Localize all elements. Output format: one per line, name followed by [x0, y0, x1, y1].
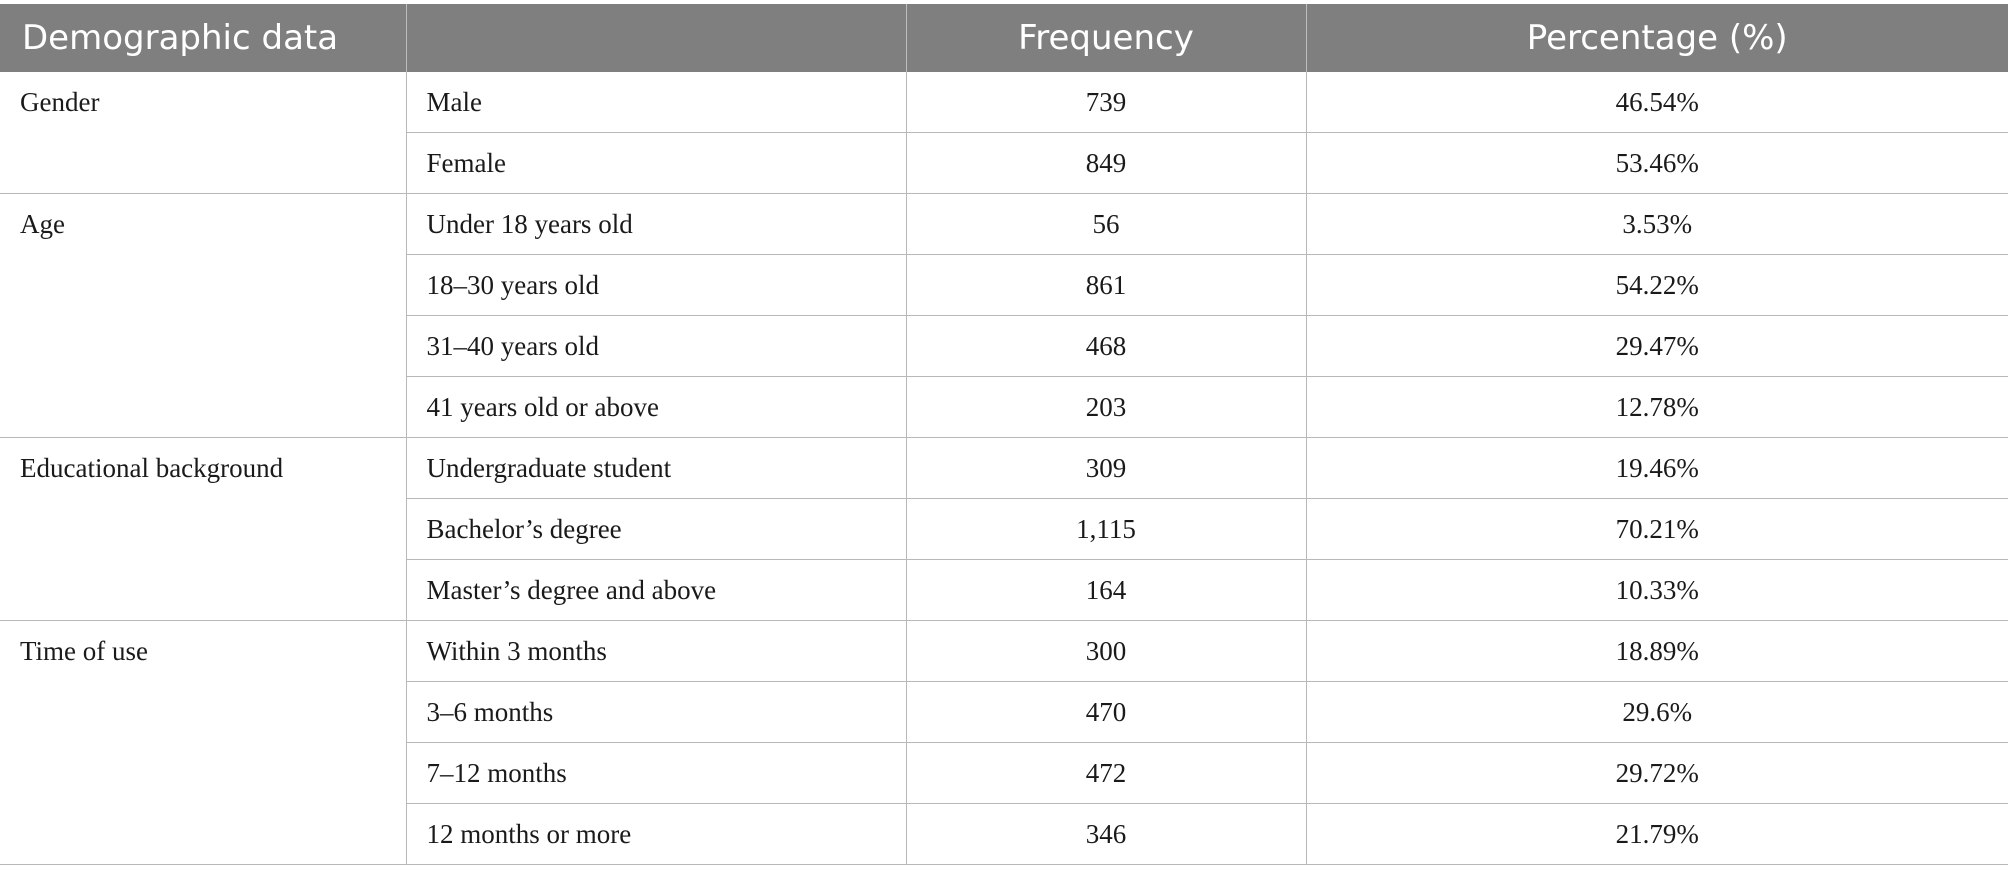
percentage-cell: 19.46%	[1306, 438, 2008, 499]
demographic-table	[0, 4, 2008, 865]
frequency-cell: 346	[906, 804, 1306, 865]
table-row	[0, 72, 2008, 133]
category-cell: 3–6 months	[406, 682, 906, 743]
header-category	[406, 4, 906, 72]
category-cell: Within 3 months	[406, 621, 906, 682]
frequency-cell: 470	[906, 682, 1306, 743]
category-cell: 12 months or more	[406, 804, 906, 865]
group-label: Gender	[0, 72, 406, 194]
frequency-cell: 468	[906, 316, 1306, 377]
table-header	[0, 4, 2008, 72]
category-cell: Master’s degree and above	[406, 560, 906, 621]
category-cell: Bachelor’s degree	[406, 499, 906, 560]
percentage-cell: 46.54%	[1306, 72, 2008, 133]
percentage-cell: 29.47%	[1306, 316, 2008, 377]
percentage-cell: 3.53%	[1306, 194, 2008, 255]
frequency-cell: 739	[906, 72, 1306, 133]
table-body	[0, 72, 2008, 865]
header-percentage: Percentage (%)	[1306, 4, 2008, 72]
frequency-cell: 849	[906, 133, 1306, 194]
percentage-cell: 21.79%	[1306, 804, 2008, 865]
frequency-cell: 56	[906, 194, 1306, 255]
percentage-cell: 53.46%	[1306, 133, 2008, 194]
table-row	[0, 438, 2008, 499]
category-cell: Male	[406, 72, 906, 133]
percentage-cell: 70.21%	[1306, 499, 2008, 560]
frequency-cell: 203	[906, 377, 1306, 438]
category-cell: 18–30 years old	[406, 255, 906, 316]
frequency-cell: 472	[906, 743, 1306, 804]
table-row	[0, 194, 2008, 255]
group-label: Time of use	[0, 621, 406, 865]
category-cell: 31–40 years old	[406, 316, 906, 377]
category-cell: Under 18 years old	[406, 194, 906, 255]
category-cell: Female	[406, 133, 906, 194]
group-label: Age	[0, 194, 406, 438]
percentage-cell: 29.72%	[1306, 743, 2008, 804]
demographic-table-container	[0, 4, 2008, 865]
percentage-cell: 29.6%	[1306, 682, 2008, 743]
frequency-cell: 309	[906, 438, 1306, 499]
frequency-cell: 300	[906, 621, 1306, 682]
table-row	[0, 621, 2008, 682]
frequency-cell: 164	[906, 560, 1306, 621]
frequency-cell: 861	[906, 255, 1306, 316]
header-demographic-data: Demographic data	[0, 4, 406, 72]
percentage-cell: 18.89%	[1306, 621, 2008, 682]
group-label: Educational background	[0, 438, 406, 621]
percentage-cell: 54.22%	[1306, 255, 2008, 316]
header-frequency: Frequency	[906, 4, 1306, 72]
frequency-cell: 1,115	[906, 499, 1306, 560]
percentage-cell: 12.78%	[1306, 377, 2008, 438]
percentage-cell: 10.33%	[1306, 560, 2008, 621]
category-cell: Undergraduate student	[406, 438, 906, 499]
header-row	[0, 4, 2008, 72]
category-cell: 7–12 months	[406, 743, 906, 804]
category-cell: 41 years old or above	[406, 377, 906, 438]
